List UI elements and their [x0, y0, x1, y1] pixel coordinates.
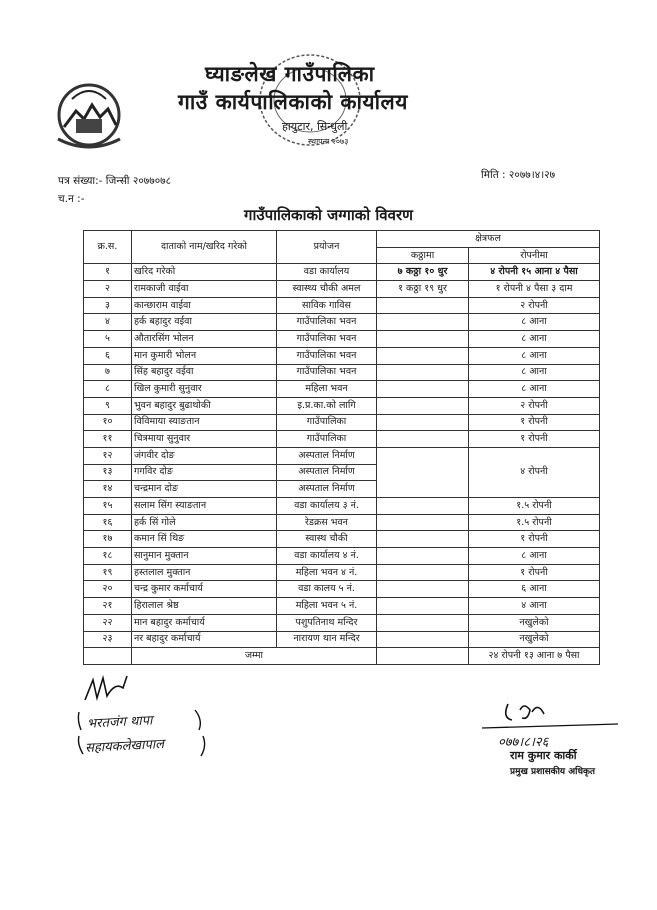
- cell-kattha: [377, 447, 469, 497]
- land-table: [83, 230, 600, 665]
- cell-ropani: ६ आना: [469, 581, 600, 598]
- signature-date: ०७७।८।२६: [498, 735, 549, 750]
- cell-kattha: [377, 314, 469, 331]
- cell-donor: हर्क सिं गोले: [132, 514, 277, 531]
- cell-purpose: महिला भवन ५ नं.: [277, 598, 377, 615]
- cell-sn: ११: [84, 431, 132, 448]
- cell-kattha: [377, 514, 469, 531]
- table-row: [84, 364, 600, 381]
- cell-donor: कमान सिं थिङ: [132, 531, 277, 548]
- table-row: [84, 431, 600, 448]
- left-signature: [75, 670, 225, 774]
- table-row: [84, 414, 600, 431]
- cell-kattha: [377, 531, 469, 548]
- cell-ropani: ८ आना: [469, 331, 600, 348]
- cell-sn: [84, 648, 132, 665]
- cell-ropani: १ रोपनी: [469, 431, 600, 448]
- header-area: क्षेत्रफल: [377, 231, 600, 248]
- cell-sn: १३: [84, 464, 132, 481]
- cell-ropani: नखुलेको: [469, 631, 600, 648]
- cell-donor: नर बहादुर कर्माचार्य: [132, 631, 277, 648]
- cell-donor: हर्क बहादुर वईवा: [132, 314, 277, 331]
- cell-purpose: गाउँपालिका: [277, 414, 377, 431]
- table-row: [84, 297, 600, 314]
- total-value: २४ रोपनी १३ आना ७ पैसा: [469, 648, 600, 665]
- cell-donor: सिंह बहादुर वईवा: [132, 364, 277, 381]
- cell-purpose: महिला भवन: [277, 381, 377, 398]
- dispatch-number: च.न :-: [58, 193, 85, 205]
- cell-ropani: ४ रोपनी: [469, 447, 600, 497]
- table-row: [84, 281, 600, 298]
- cell-purpose: गाउँपालिका भवन: [277, 347, 377, 364]
- cell-purpose: स्वास्थ चौकी: [277, 531, 377, 548]
- cell-donor: चन्द्रमान दोङ: [132, 481, 277, 498]
- cell-ropani: १ रोपनी ४ पैसा ३ दाम: [469, 281, 600, 298]
- header-ropani: रोपनीमा: [469, 247, 600, 264]
- right-signature: [480, 690, 620, 777]
- cell-donor: औतारसिंग भोलन: [132, 331, 277, 348]
- cell-kattha: [377, 498, 469, 515]
- cell-purpose: अस्पताल निर्माण: [277, 464, 377, 481]
- cell-donor: गगविर दोङ: [132, 464, 277, 481]
- table-row: [84, 331, 600, 348]
- cell-ropani: २ रोपनी: [469, 297, 600, 314]
- table-row: [84, 514, 600, 531]
- table-row: [84, 598, 600, 615]
- cell-donor: खिल कुमारी सुनुवार: [132, 381, 277, 398]
- cell-purpose: वडा कार्यालय: [277, 264, 377, 281]
- cell-sn: १२: [84, 447, 132, 464]
- cell-donor: जंगवीर दोङ: [132, 447, 277, 464]
- cell-kattha: ७ कठ्ठा १० धुर: [377, 264, 469, 281]
- cell-kattha: [377, 614, 469, 631]
- cell-purpose: नारायण थान मन्दिर: [277, 631, 377, 648]
- cell-purpose: स्वास्थ्य चौकी अमल: [277, 281, 377, 298]
- cell-kattha: [377, 347, 469, 364]
- right-signatory-name: राम कुमार कार्की: [510, 749, 577, 762]
- municipality-logo: [50, 75, 128, 159]
- cell-sn: २२: [84, 614, 132, 631]
- table-row: [84, 548, 600, 565]
- cell-kattha: [377, 381, 469, 398]
- cell-kattha: [377, 564, 469, 581]
- header-sn: क्र.स.: [84, 231, 132, 264]
- cell-ropani: ४ रोपनी १५ आना ४ पैसा: [469, 264, 600, 281]
- cell-purpose: अस्पताल निर्माण: [277, 447, 377, 464]
- cell-purpose: महिला भवन ४ नं.: [277, 564, 377, 581]
- cell-donor: खरिद गरेको: [132, 264, 277, 281]
- cell-kattha: [377, 331, 469, 348]
- table-row: [84, 447, 600, 464]
- cell-sn: १६: [84, 514, 132, 531]
- cell-kattha: [377, 364, 469, 381]
- cell-sn: ६: [84, 347, 132, 364]
- cell-kattha: [377, 414, 469, 431]
- cell-kattha: [377, 631, 469, 648]
- cell-purpose: रेडक्रस भवन: [277, 514, 377, 531]
- cell-sn: २: [84, 281, 132, 298]
- left-signatory-name: भरतजंग थापा: [86, 713, 153, 732]
- cell-donor: चन्द्र कुमार कर्माचार्य: [132, 581, 277, 598]
- cell-purpose: पशुपतिनाथ मन्दिर: [277, 614, 377, 631]
- cell-kattha: [377, 397, 469, 414]
- header-purpose: प्रयोजन: [277, 231, 377, 264]
- cell-purpose: गाउँपालिका भवन: [277, 364, 377, 381]
- cell-purpose: गाउँपालिका भवन: [277, 314, 377, 331]
- cell-purpose: साविक गाविस: [277, 297, 377, 314]
- cell-sn: ९: [84, 397, 132, 414]
- cell-purpose: वडा कालय ५ नं.: [277, 581, 377, 598]
- table-row: [84, 581, 600, 598]
- reference-number: पत्र संख्या:- जिन्सी २०७७०७८: [58, 175, 172, 187]
- cell-sn: १: [84, 264, 132, 281]
- cell-kattha: १ कठ्ठा १९ धुर: [377, 281, 469, 298]
- table-row: [84, 397, 600, 414]
- table-row: [84, 631, 600, 648]
- document-title: गाउँपालिकाको जग्गाको विवरण: [244, 206, 413, 224]
- table-row: [84, 498, 600, 515]
- cell-kattha: [377, 297, 469, 314]
- cell-ropani: १.५ रोपनी: [469, 514, 600, 531]
- cell-ropani: १ रोपनी: [469, 414, 600, 431]
- cell-donor: विविमाया स्याङतान: [132, 414, 277, 431]
- table-row: [84, 531, 600, 548]
- cell-ropani: नखुलेको: [469, 614, 600, 631]
- header-donor: दाताको नाम/खरिद गरेको: [132, 231, 277, 264]
- cell-sn: १९: [84, 564, 132, 581]
- office-address: हायुटार, सिन्धुली: [282, 120, 348, 133]
- cell-ropani: ८ आना: [469, 364, 600, 381]
- cell-sn: ३: [84, 297, 132, 314]
- cell-sn: २३: [84, 631, 132, 648]
- cell-donor: सलाम सिंग स्याङतान: [132, 498, 277, 515]
- header-kattha: कठ्ठामा: [377, 247, 469, 264]
- table-row: [84, 347, 600, 364]
- table-row: [84, 314, 600, 331]
- cell-sn: २०: [84, 581, 132, 598]
- cell-sn: ५: [84, 331, 132, 348]
- cell-ropani: २ रोपनी: [469, 397, 600, 414]
- table-row: [84, 564, 600, 581]
- cell-donor: हस्तलाल मुक्तान: [132, 564, 277, 581]
- cell-kattha: [377, 648, 469, 665]
- cell-donor: चित्रमाया सुनुवार: [132, 431, 277, 448]
- established-year: स्थापना २०७३: [308, 137, 349, 146]
- cell-donor: मान कुमारी भोलन: [132, 347, 277, 364]
- cell-purpose: वडा कार्यालय ४ नं.: [277, 548, 377, 565]
- letter-date: मिति : २०७७।४।२७: [481, 169, 556, 181]
- cell-ropani: १.५ रोपनी: [469, 498, 600, 515]
- cell-sn: ७: [84, 364, 132, 381]
- cell-ropani: १ रोपनी: [469, 564, 600, 581]
- cell-donor: भुवन बहादुर बुढाथोकी: [132, 397, 277, 414]
- cell-kattha: [377, 598, 469, 615]
- left-signatory-title: सहायकलेखापाल: [84, 736, 165, 757]
- table-row: [84, 264, 600, 281]
- cell-sn: ८: [84, 381, 132, 398]
- cell-kattha: [377, 581, 469, 598]
- cell-donor: रामकाजी वाईवा: [132, 281, 277, 298]
- cell-sn: १४: [84, 481, 132, 498]
- cell-sn: १८: [84, 548, 132, 565]
- table-row: [84, 614, 600, 631]
- cell-sn: १५: [84, 498, 132, 515]
- cell-sn: १०: [84, 414, 132, 431]
- cell-ropani: ४ आना: [469, 598, 600, 615]
- cell-donor: सानुमान मुक्तान: [132, 548, 277, 565]
- cell-purpose: अस्पताल निर्माण: [277, 481, 377, 498]
- cell-ropani: ८ आना: [469, 347, 600, 364]
- cell-kattha: [377, 431, 469, 448]
- cell-sn: ४: [84, 314, 132, 331]
- cell-ropani: १ रोपनी: [469, 531, 600, 548]
- office-name: गाउँ कार्यपालिकाको कार्यालय: [178, 90, 408, 114]
- cell-purpose: वडा कार्यालय ३ नं.: [277, 498, 377, 515]
- cell-kattha: [377, 548, 469, 565]
- table-row: [84, 381, 600, 398]
- cell-donor: हिरालाल श्रेष्ठ: [132, 598, 277, 615]
- cell-sn: १७: [84, 531, 132, 548]
- total-label: जम्मा: [132, 648, 377, 665]
- cell-purpose: गाउँपालिका: [277, 431, 377, 448]
- cell-sn: २१: [84, 598, 132, 615]
- cell-ropani: ८ आना: [469, 314, 600, 331]
- right-signatory-title: प्रमुख प्रशासकीय अधिकृत: [510, 767, 596, 777]
- total-row: [84, 648, 600, 665]
- cell-donor: मान बहादुर कर्माचार्य: [132, 614, 277, 631]
- cell-ropani: ८ आना: [469, 381, 600, 398]
- cell-purpose: गाउँपालिका भवन: [277, 331, 377, 348]
- cell-purpose: इ.प्र.का.को लागि: [277, 397, 377, 414]
- municipality-name: घ्याङलेख गाउँपालिका: [205, 62, 375, 86]
- cell-ropani: ८ आना: [469, 548, 600, 565]
- cell-donor: कान्छाराम वाईवा: [132, 297, 277, 314]
